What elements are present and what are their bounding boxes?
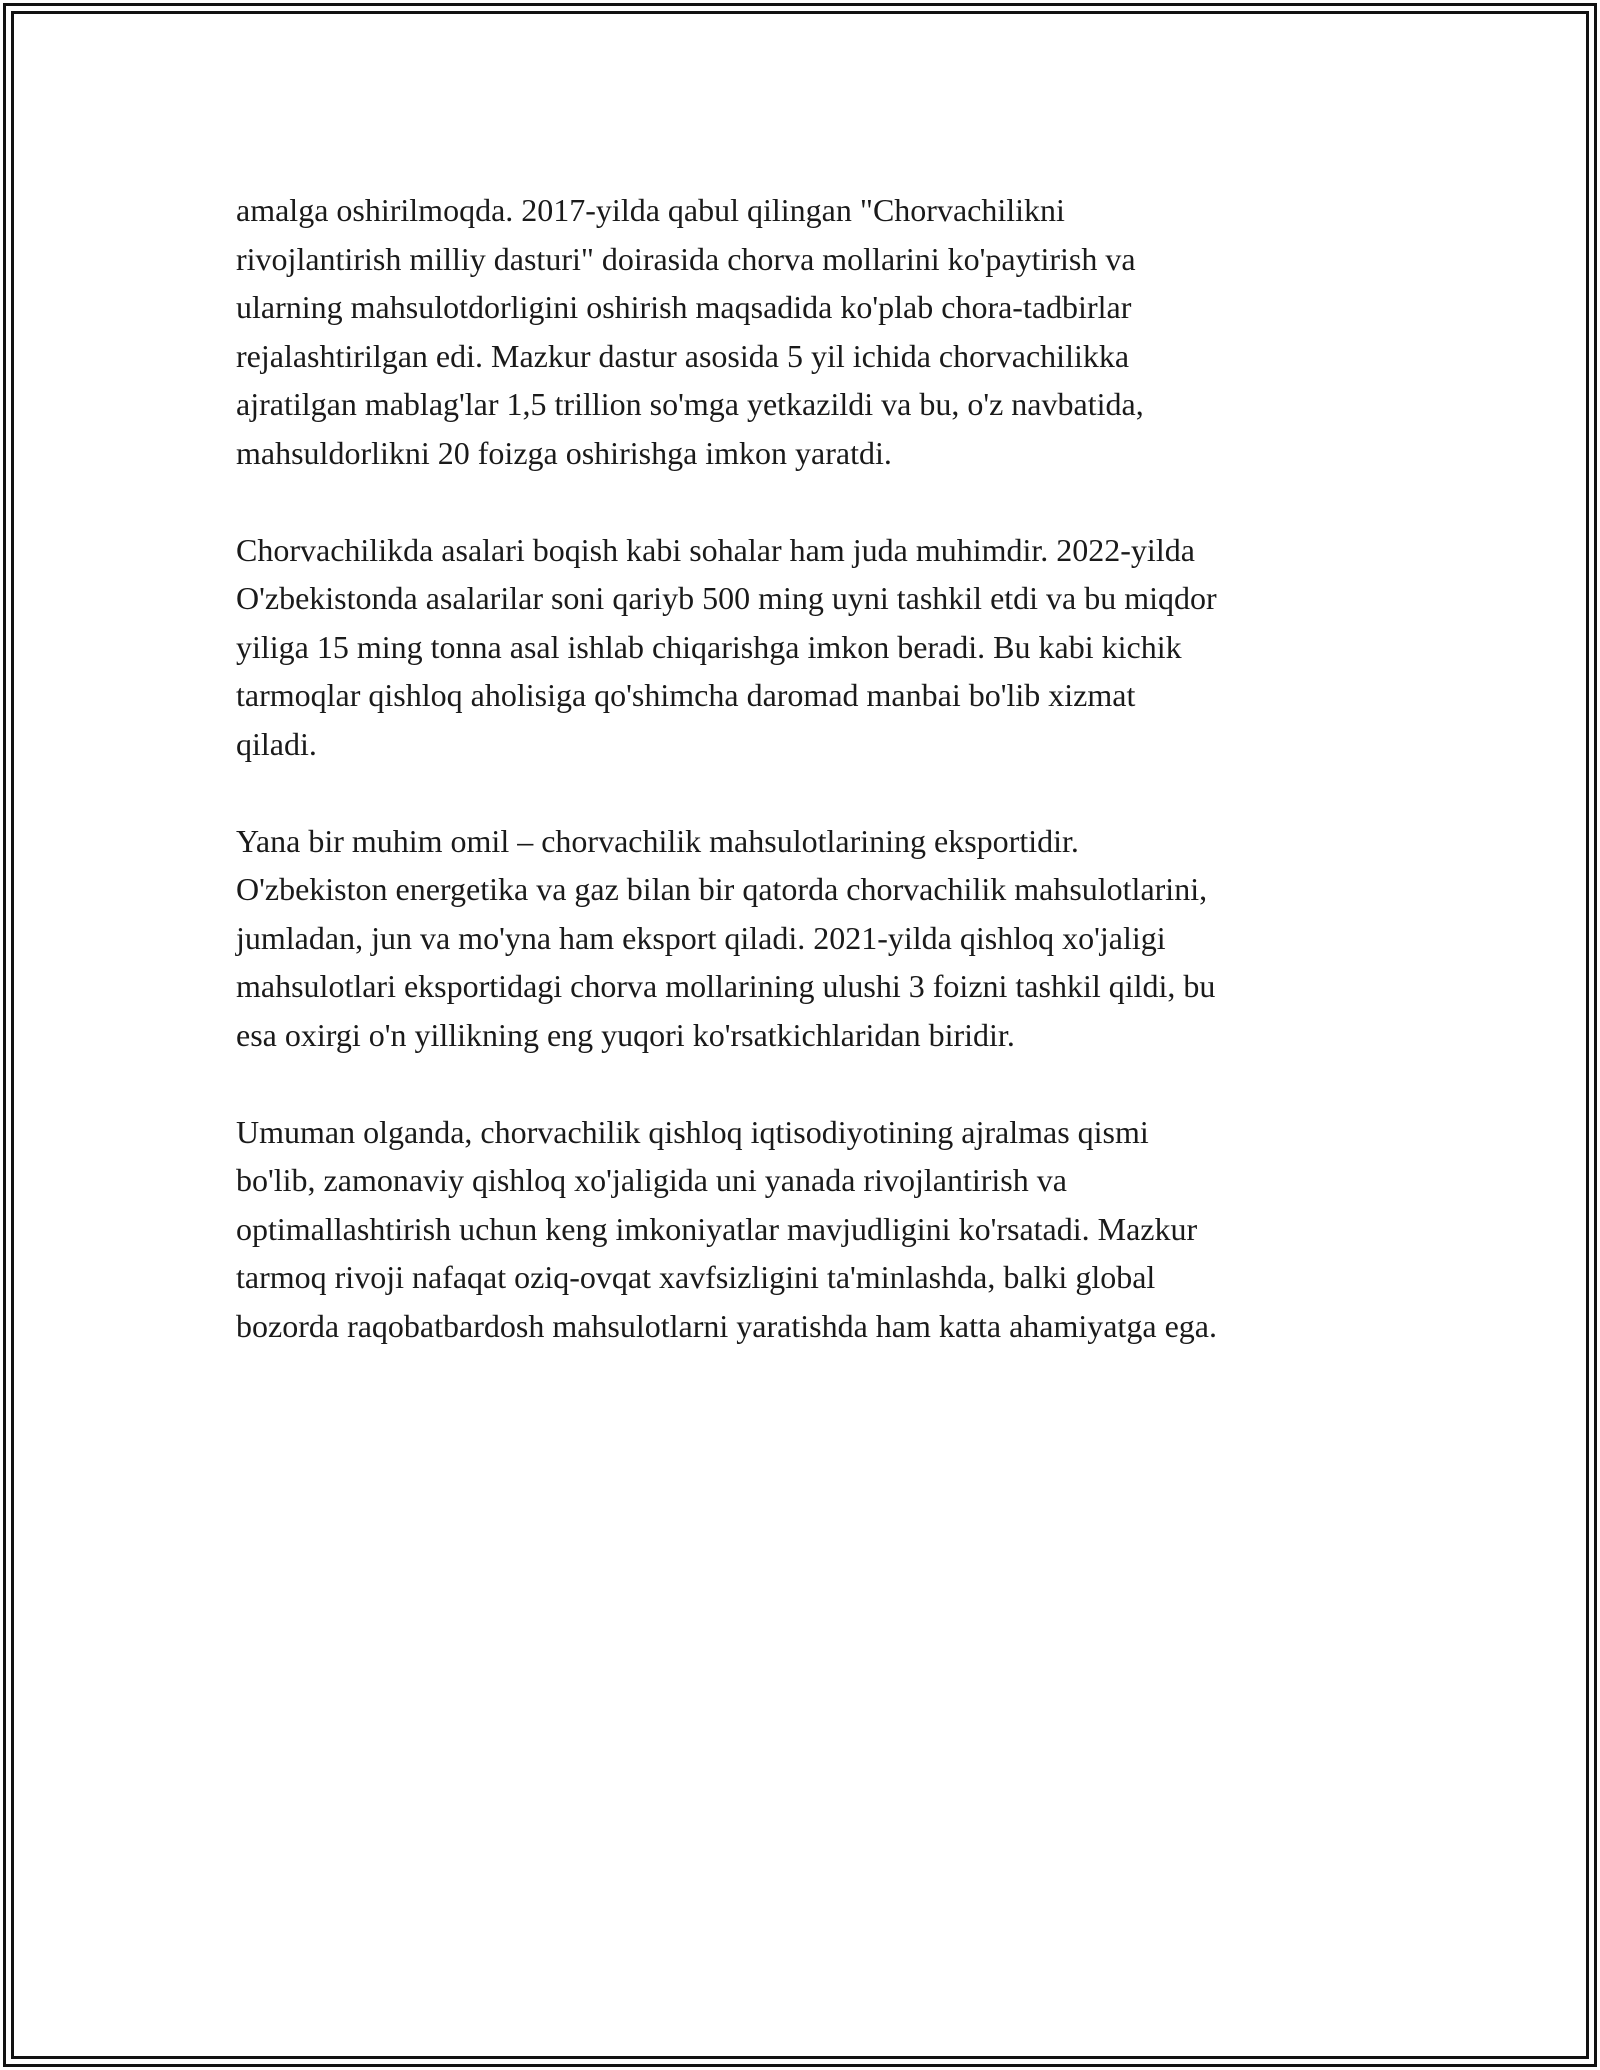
text-line: mahsulotlari eksportidagi chorva mollarining ulushi 3 foizni tashkil qildi, bu [236, 968, 1216, 1004]
paragraph-4 [236, 1108, 1386, 1351]
text-line: yiliga 15 ming tonna asal ishlab chiqarishga imkon beradi. Bu kabi kichik [236, 628, 1182, 665]
document-body [236, 186, 1386, 1399]
paragraph-2 [236, 526, 1386, 769]
text-line: jumladan, jun va mo'yna ham eksport qiladi. 2021-yilda qishloq xo'jaligi [236, 919, 1166, 956]
text-line: rejalashtirilgan edi. Mazkur dastur asosida 5 yil ichida chorvachilikka [236, 337, 1130, 374]
text-line: bo'lib, zamonaviy qishloq xo'jaligida uni yanada rivojlantirish va [236, 1162, 1067, 1198]
text-line: rivojlantirish milliy dasturi" doirasida chorva mollarini ko'paytirish va [236, 240, 1136, 277]
text-line: qiladi. [236, 725, 317, 762]
text-line: ularning mahsulotdorligini oshirish maqsadida ko'plab chora-tadbirlar [236, 289, 1132, 325]
text-line: amalga oshirilmoqda. 2017-yilda qabul qilingan "Chorvachilikni [236, 192, 1065, 228]
text-line: mahsuldorlikni 20 foizga oshirishga imkon yaratdi. [236, 434, 892, 471]
text-line: tarmoqlar qishloq aholisiga qo'shimcha daromad manbai bo'lib xizmat [236, 677, 1136, 713]
text-line: ajratilgan mablag'lar 1,5 trillion so'mga yetkazildi va bu, o'z navbatida, [236, 386, 1144, 422]
text-line: Umuman olganda, chorvachilik qishloq iqtisodiyotining ajralmas qismi [236, 1113, 1149, 1150]
text-line: O'zbekistonda asalarilar soni qariyb 500 ming uyni tashkil etdi va bu miqdor [236, 580, 1217, 616]
paragraph-3 [236, 817, 1386, 1060]
text-line: bozorda raqobatbardosh mahsulotlarni yaratishda ham katta ahamiyatga ega. [236, 1307, 1217, 1344]
text-line: Chorvachilikda asalari boqish kabi sohalar ham juda muhimdir. 2022-yilda [236, 531, 1195, 568]
text-line: tarmoq rivoji nafaqat oziq-ovqat xavfsizligini ta'minlashda, balki global [236, 1259, 1156, 1295]
text-line: Yana bir muhim omil – chorvachilik mahsulotlarining eksportidir. [236, 822, 1079, 859]
paragraph-1 [236, 186, 1386, 477]
text-line: O'zbekiston energetika va gaz bilan bir qatorda chorvachilik mahsulotlarini, [236, 871, 1208, 907]
text-line: esa oxirgi o'n yillikning eng yuqori ko'rsatkichlaridan biridir. [236, 1016, 1015, 1053]
text-line: optimallashtirish uchun keng imkoniyatlar mavjudligini ko'rsatadi. Mazkur [236, 1210, 1198, 1247]
